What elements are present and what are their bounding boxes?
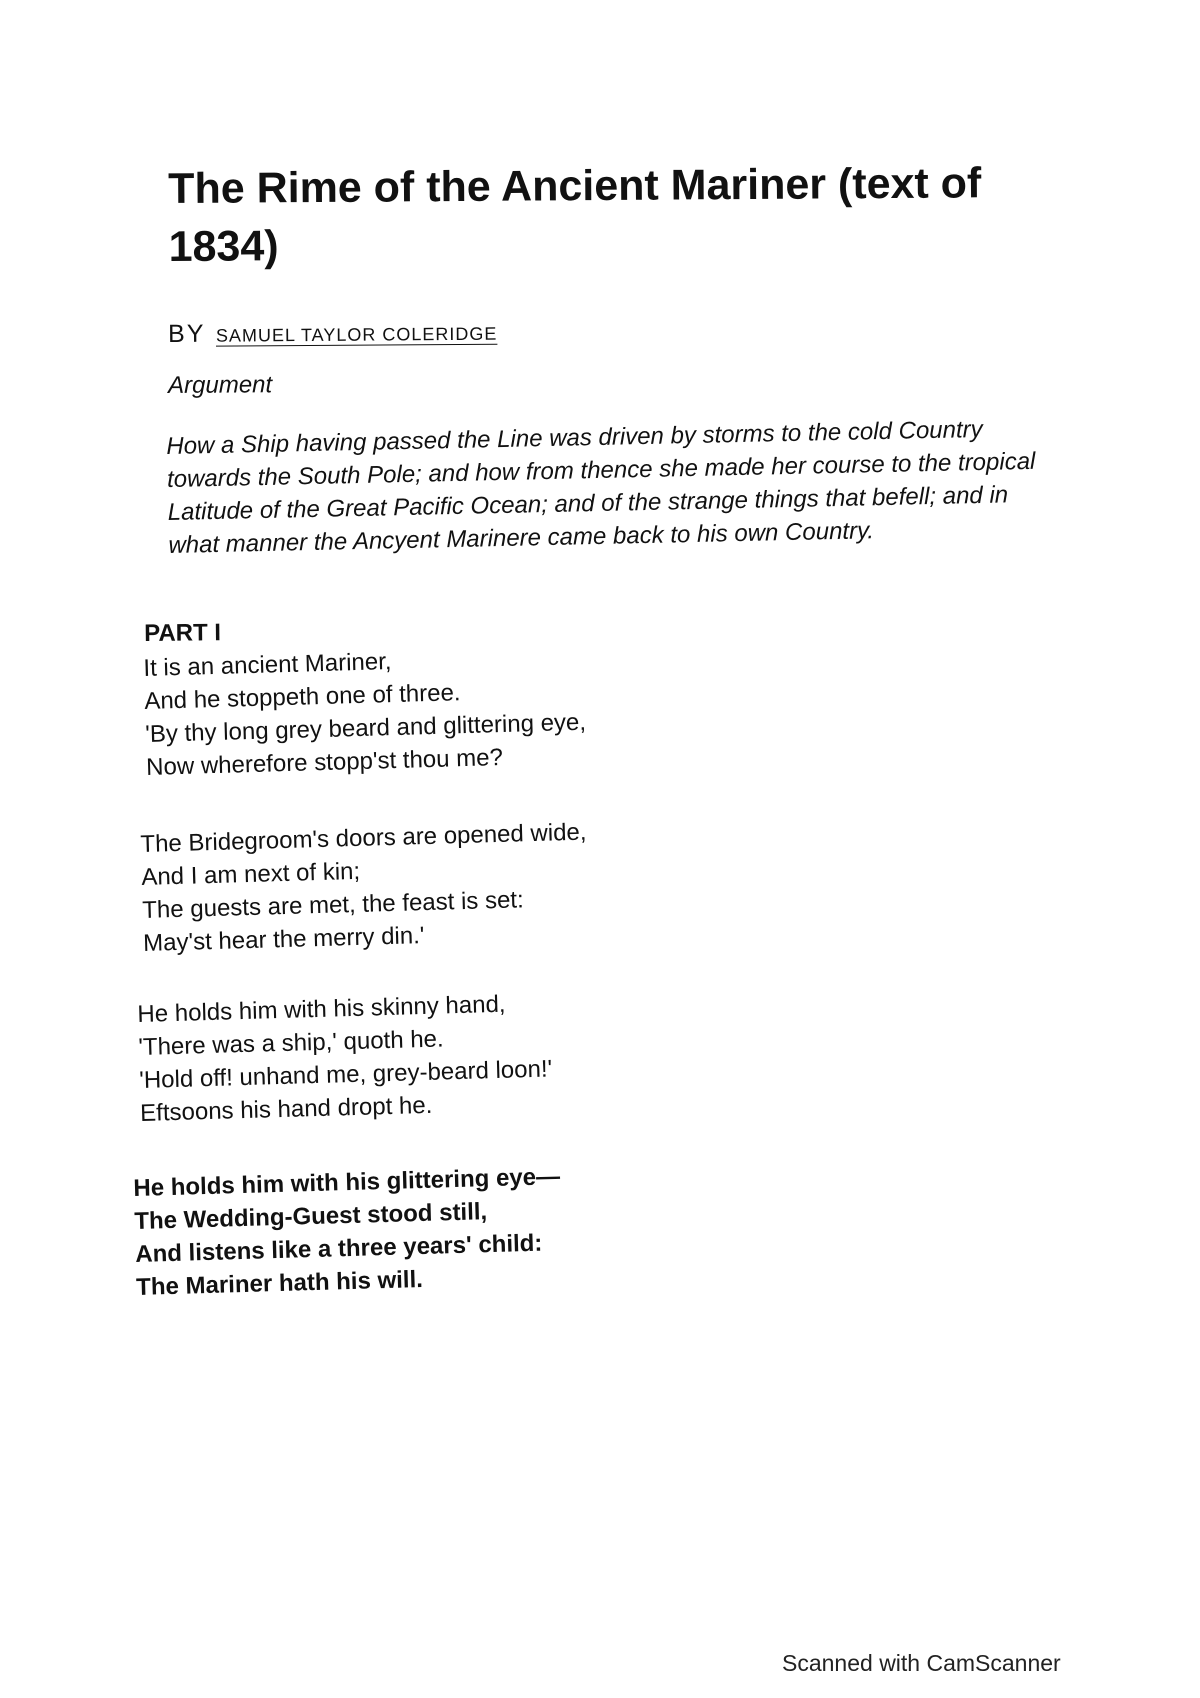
argument-text: How a Ship having passed the Line was driven by storms to the cold Country towards the South Pole; and how from thence she made her course to the tropical Latitude of the Great Pacific Ocean; and of the strange things that befell; and in what manner the Ancyent Marinere came back to his own Country. [166,415,1036,559]
stanza [140,816,590,960]
verse-line: Now wherefore stopp'st thou me? [145,743,504,781]
verse-line: The Mariner hath his will. [135,1265,424,1301]
author-link[interactable]: SAMUEL TAYLOR COLERIDGE [215,323,498,346]
byline-prefix: BY [168,319,206,348]
scanner-watermark: Scanned with CamScanner [782,1650,1061,1676]
stanza [137,986,554,1129]
stanza [143,640,587,784]
part-heading: PART I [144,619,222,647]
verse-line: It is an ancient Mariner, [143,648,392,682]
stanza [133,1160,563,1304]
argument-heading: Argument [168,371,273,399]
verse-line: And he stoppeth one of three. [144,679,461,715]
poem-title: The Rime of the Ancient Mariner (text of 1834) [168,159,982,271]
verse-line: The Bridegroom's doors are opened wide, [140,818,587,858]
verse-line: He holds him with his glittering eye— [133,1163,561,1202]
verse-line: He holds him with his skinny hand, [137,990,506,1028]
verse-line: And listens like a three years' child: [134,1229,543,1268]
verse-line: 'By thy long grey beard and glittering eye, [144,708,587,748]
verse-line: 'Hold off! unhand me, grey-beard loon!' [138,1055,553,1094]
verse-line: Eftsoons his hand dropt he. [139,1091,433,1127]
verse-line: May'st hear the merry din.' [142,922,425,957]
verse-line: The Wedding-Guest stood still, [134,1198,488,1235]
byline [168,318,497,349]
verse-line: 'There was a ship,' quoth he. [138,1025,444,1061]
verse-line: And I am next of kin; [141,857,361,891]
verse-line: The guests are met, the feast is set: [141,886,525,924]
